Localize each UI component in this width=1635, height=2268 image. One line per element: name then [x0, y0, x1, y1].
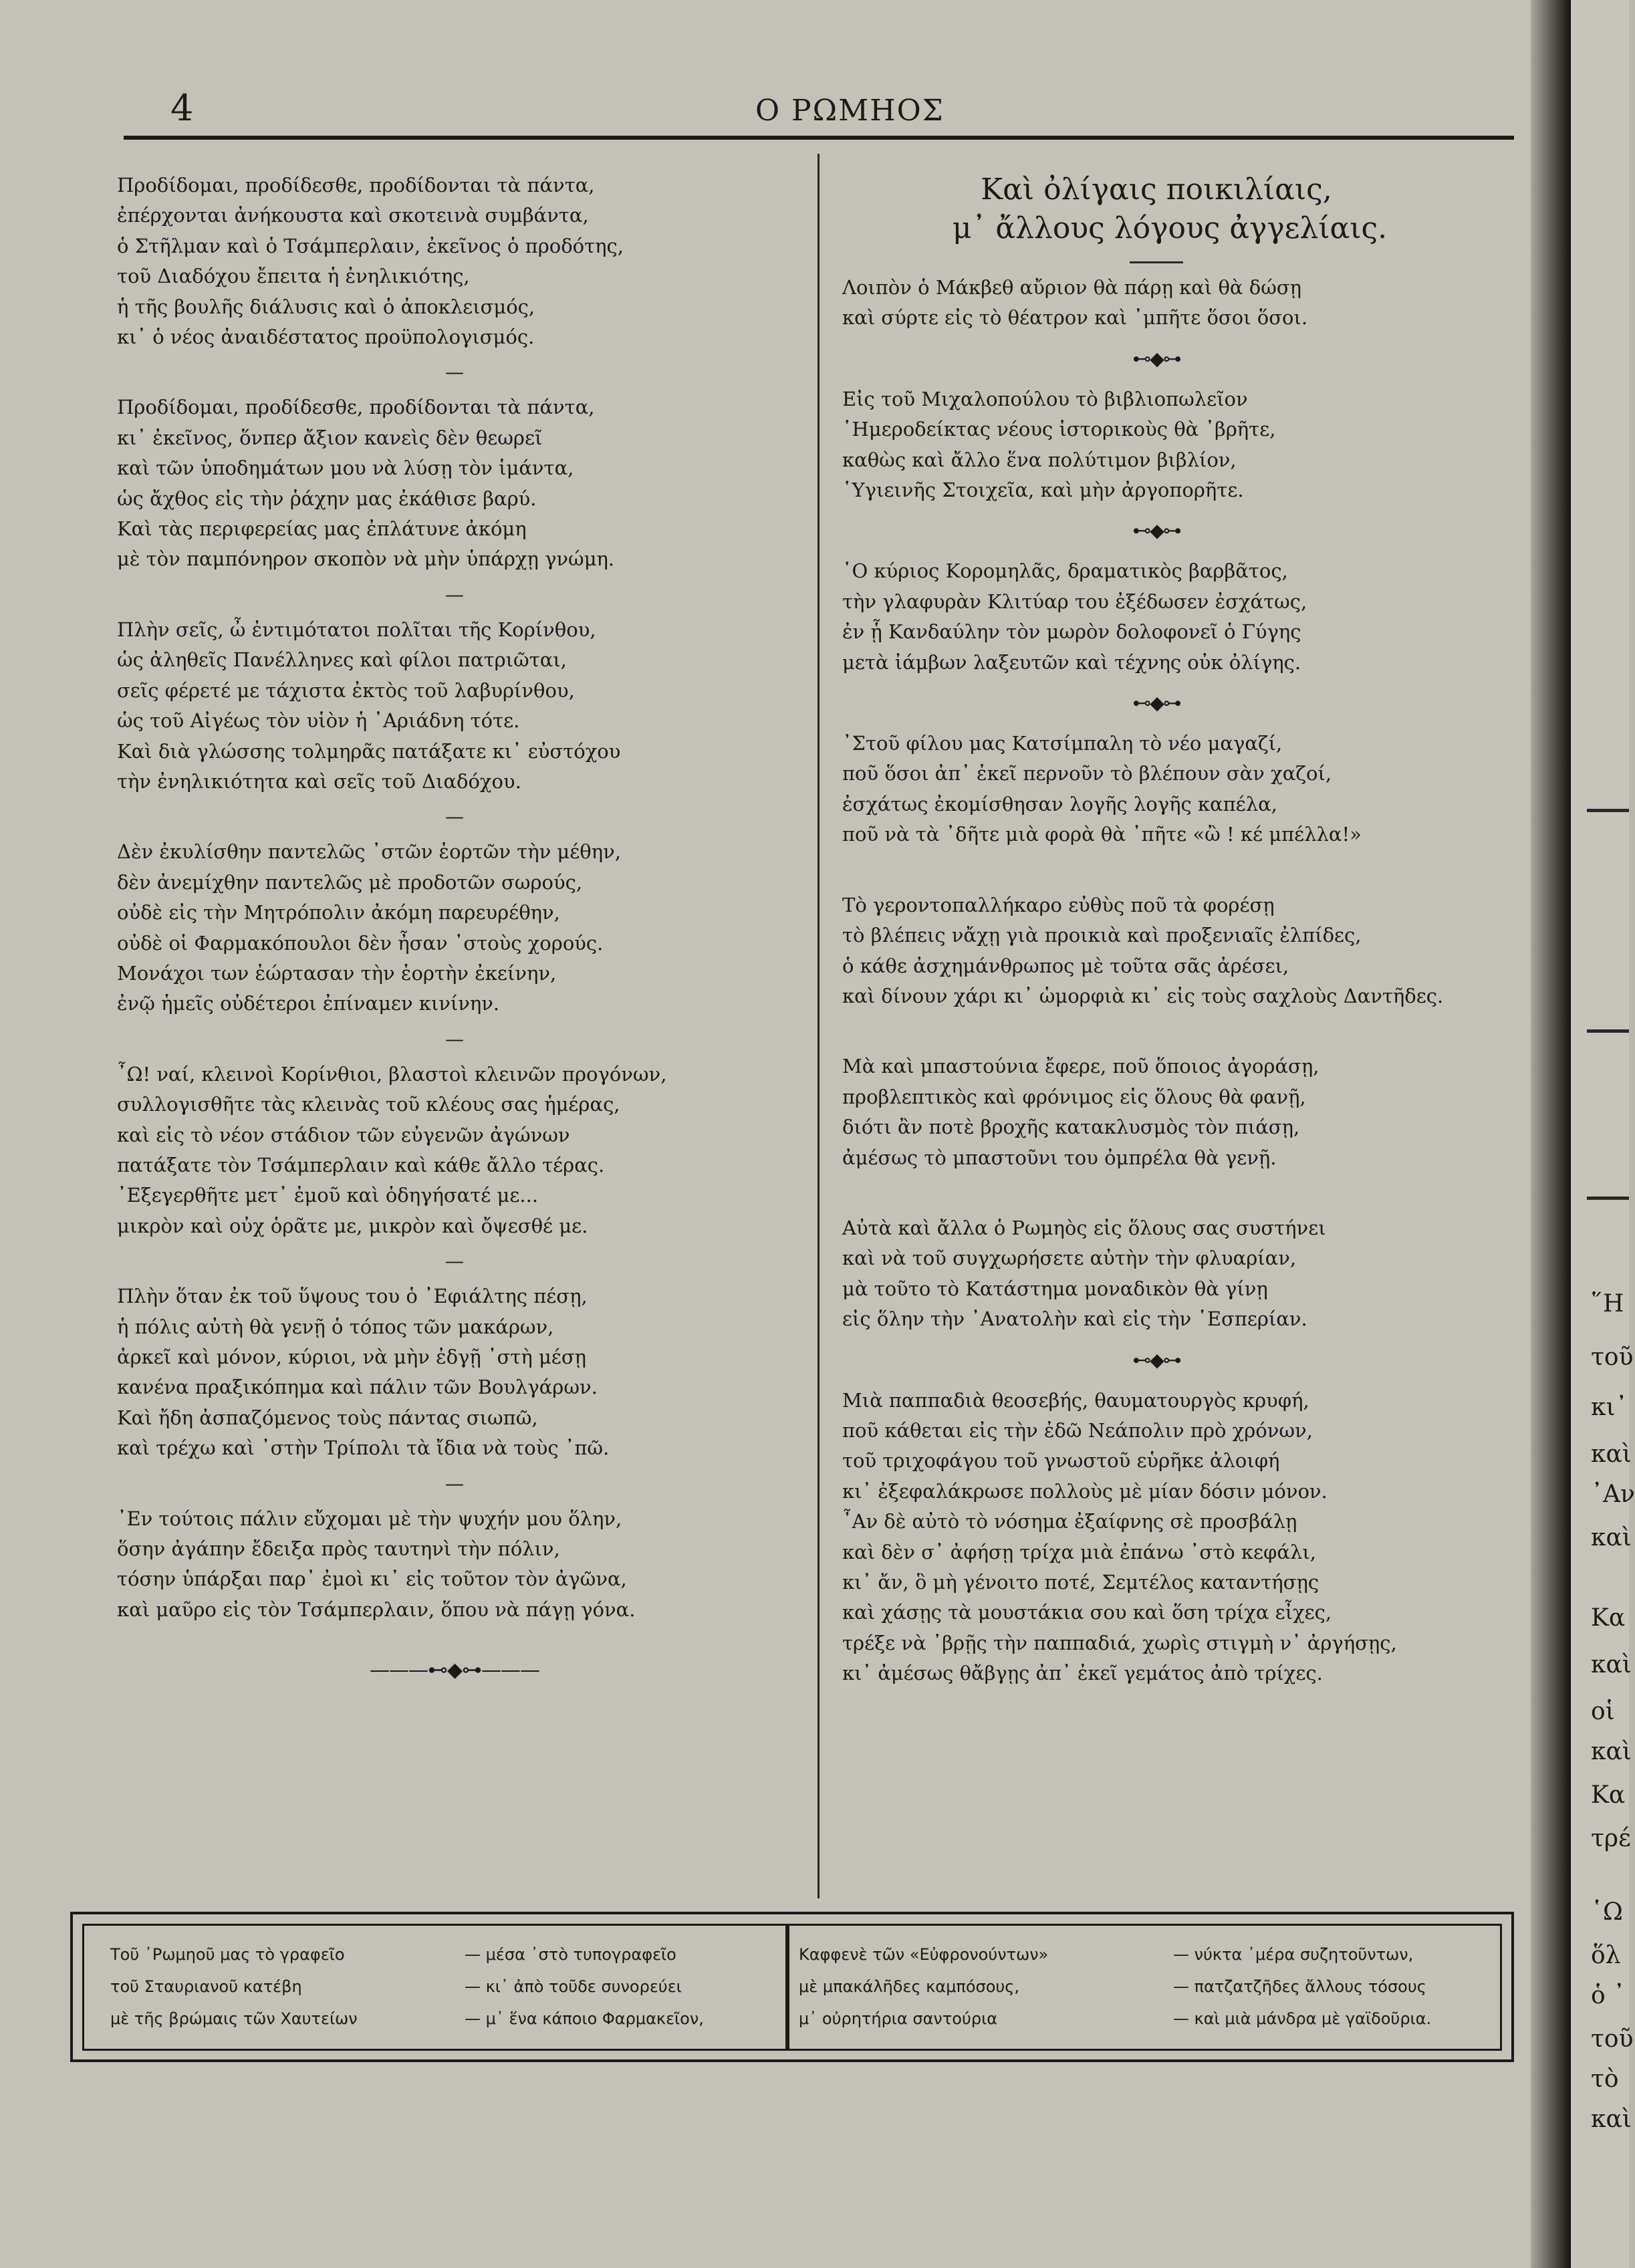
advert-item [809, 273, 1504, 334]
verse-line: δὲν ἀνεμίχθην παντελῶς μὲ προδοτῶν σωρούς, [117, 870, 583, 894]
advert-line: ῏Αν δὲ αὐτὸ τὸ νόσημα ἐξαίφνης σὲ προσβάλῃ [842, 1510, 1297, 1533]
stanza-separator: — [445, 361, 464, 384]
footer-line [110, 1971, 779, 2003]
advert-line: ποῦ κάθεται εἰς τὴν ἐδῶ Νεάπολιν πρὸ χρόνων, [842, 1418, 1313, 1442]
poem-stanza [117, 837, 792, 1019]
verse-line: πατάξατε τὸν Τσάμπερλαιν καὶ κάθε ἄλλο τέρας. [117, 1153, 605, 1176]
poem-stanza [117, 170, 792, 352]
heading-dash [1130, 261, 1183, 263]
advert-item [809, 556, 1504, 678]
advert-line: μὰ τοῦτο τὸ Κατάστημα μοναδικὸν θὰ γίνῃ [842, 1277, 1268, 1300]
advert-line: διότι ἂν ποτὲ βροχῆς κατακλυσμὸς τὸν πιάσῃ, [842, 1116, 1300, 1139]
masthead: Ο ΡΩΜΗΟΣ [755, 94, 945, 128]
ornament-divider: ⊷◆⊶ [1132, 347, 1180, 370]
verse-line: Προδίδομαι, προδίδεσθε, προδίδονται τὰ πάντα, [117, 396, 595, 419]
footer-divider [785, 1924, 789, 2051]
advert-item [809, 1213, 1504, 1335]
advert-line: καὶ νὰ τοῦ συγχωρήσετε αὐτὴν τὴν φλυαρίαν, [842, 1247, 1297, 1270]
advert-line: ᾽Στοῦ φίλου μας Κατσίμπαλη τὸ νέο μαγαζί, [842, 732, 1283, 755]
fragment-word: ὅλ [1591, 1942, 1621, 1969]
stanza-separator: — [445, 583, 464, 606]
fragment-word: ᾽Αν [1591, 1481, 1635, 1508]
advert-item [809, 1386, 1504, 1689]
section-heading: μ᾽ ἄλλους λόγους ἀγγελίαις. [952, 211, 1388, 245]
fragment-word: καὶ [1591, 1524, 1632, 1551]
ornament-divider: ⊷◆⊶ [1132, 1348, 1180, 1371]
footer-line-end: — νύκτα ᾽μέρα συζητοῦντων, [1173, 1945, 1414, 1964]
advert-line: ῾Ο κύριος Κορομηλᾶς, δραματικὸς βαρβᾶτος, [842, 559, 1288, 583]
advert-line: Μὰ καὶ μπαστούνια ἔφερε, ποῦ ὅποιος ἀγοράσῃ, [842, 1055, 1319, 1078]
advert-line: καὶ σύρτε εἰς τὸ θέατρον καὶ ᾽μπῆτε ὅσοι ὅσοι. [842, 306, 1308, 330]
advert-line: ὁ κάθε ἀσχημάνθρωπος μὲ τοῦτα σᾶς ἀρέσει, [842, 954, 1289, 977]
footer-line [799, 1938, 1501, 1971]
poem-stanza [117, 1281, 792, 1463]
verse-line: ἀρκεῖ καὶ μόνον, κύριοι, νὰ μὴν ἐδγῇ ᾽στὴ μέσῃ [117, 1346, 586, 1368]
verse-line: ὡς ἄχθος εἰς τὴν ῥάχην μας ἐκάθισε βαρύ. [117, 487, 537, 510]
poem-stanza [117, 1504, 792, 1626]
verse-line: κι᾽ ἐκεῖνος, ὅνπερ ἄξιον κανεὶς δὲν θεωρεῖ [117, 426, 543, 449]
verse-line: Καὶ ἤδη ἀσπαζόμενος τοὺς πάντας σιωπῶ, [117, 1406, 538, 1429]
verse-line: ᾽Εξεγερθῆτε μετ᾽ ἐμοῦ καὶ ὁδηγήσατέ με... [117, 1184, 539, 1207]
footer-line-end: — κι᾽ ἀπὸ τοῦδε συνορεύει [465, 1977, 682, 1996]
fragment-word: τρέ [1591, 1825, 1631, 1852]
poem-stanza [117, 615, 792, 797]
verse-line: Δὲν ἐκυλίσθην παντελῶς ᾽στῶν ἑορτῶν τὴν μέθην, [117, 840, 621, 864]
stanza-spacer [809, 1011, 1504, 1051]
stanza-separator: — [445, 1250, 464, 1273]
fragment-word: καὶ [1591, 1651, 1632, 1678]
footer-line-end: — μ᾽ ἕνα κάποιο Φαρμακεῖον, [465, 2009, 704, 2028]
verse-line: ὅσην ἀγάπην ἔδειξα πρὸς ταυτηνὶ τὴν πόλιν, [117, 1537, 560, 1561]
advert-line: Μιὰ παππαδιὰ θεοσεβής, θαυματουργὸς κρυφή, [842, 1388, 1309, 1412]
advert-line: τοῦ τριχοφάγου τοῦ γνωστοῦ εὑρῆκε ἀλοιφή [842, 1449, 1280, 1473]
advert-item [809, 384, 1504, 506]
fragment-word: ὁ ᾽ [1591, 1982, 1626, 2009]
verse-line: ὡς ἀληθεῖς Πανέλληνες καὶ φίλοι πατριῶται, [117, 648, 567, 672]
verse-line: ᾽Εν τούτοις πάλιν εὔχομαι μὲ τὴν ψυχήν μου ὅλην, [117, 1507, 622, 1530]
verse-line: μικρὸν καὶ οὐχ ὁρᾶτε με, μικρὸν καὶ ὄψεσθέ με. [117, 1214, 588, 1237]
fragment-word: τοῦ [1591, 2025, 1634, 2053]
advert-line: Αὐτὰ καὶ ἄλλα ὁ Ρωμηὸς εἰς ὅλους σας συστήνει [842, 1216, 1326, 1239]
advert-line: κι᾽ ἄν, ὃ μὴ γένοιτο ποτέ, Σεμτέλος καταντήσῃς [842, 1571, 1319, 1594]
advert-line: Εἰς τοῦ Μιχαλοπούλου τὸ βιβλιοπωλεῖον [842, 387, 1248, 410]
advert-item [809, 1051, 1504, 1173]
footer-line [110, 2003, 779, 2035]
binding-gutter [1531, 0, 1571, 2268]
footer-left-advert [110, 1938, 779, 2035]
fragment-word: Κα [1591, 1781, 1626, 1809]
fragment-word: οἱ [1591, 1698, 1615, 1725]
fragment-word: ῾Ω [1591, 1898, 1623, 1926]
end-ornament: ———⊷◆⊶——— [369, 1658, 540, 1682]
advert-line: ῾Υγιεινῆς Στοιχεῖα, καὶ μὴν ἀργοπορῆτε. [842, 479, 1244, 502]
verse-line: κανένα πραξικόπημα καὶ πάλιν τῶν Βουλγάρων. [117, 1376, 598, 1399]
advert-line: καὶ δίνουν χάρι κι᾽ ὡμορφιὰ κι᾽ εἰς τοὺς σαχλοὺς Δαντῆδες. [842, 984, 1444, 1007]
verse-line: τοῦ Διαδόχου ἔπειτα ἡ ἐνηλικιότης, [117, 265, 470, 288]
fragment-rule [1587, 809, 1629, 812]
advert-line: ἐσχάτως ἐκομίσθησαν λογῆς λογῆς καπέλα, [842, 792, 1277, 815]
verse-line: Πλὴν σεῖς, ὦ ἐντιμότατοι πολῖται τῆς Κορίνθου, [117, 618, 596, 641]
stanza-separator: — [445, 1472, 464, 1495]
adjacent-page-fragment [1571, 0, 1635, 2268]
footer-line [110, 1938, 779, 1971]
footer-line-end: — μέσα ᾽στὸ τυπογραφεῖο [465, 1945, 676, 1964]
footer-line-start: Τοῦ ᾽Ρωμηοῦ μας τὸ γραφεῖο [110, 1945, 345, 1964]
verse-line: Μονάχοι των ἑώρτασαν τὴν ἑορτὴν ἐκείνην, [117, 961, 557, 985]
advert-line: ποῦ νὰ τὰ ᾽δῆτε μιὰ φορὰ θὰ ᾽πῆτε «ὢ ! κέ μπέλλα!» [842, 823, 1362, 846]
fragment-rule [1587, 1029, 1629, 1033]
fragment-word: καὶ [1591, 1738, 1632, 1765]
poem-stanza [117, 392, 792, 574]
fragment-word: καὶ [1591, 1440, 1632, 1468]
verse-line: μὲ τὸν παμπόνηρον σκοπὸν νὰ μὴν ὑπάρχῃ γνώμη. [117, 547, 615, 571]
footer-line-start: μὲ τῆς βρώμαις τῶν Χαυτείων [110, 2009, 358, 2028]
footer-line-start: Καφφενὲ τῶν «Εὐφρονούντων» [799, 1945, 1049, 1964]
section-heading: Καὶ ὀλίγαις ποικιλίαις, [981, 172, 1332, 207]
fragment-word: ῞Η [1591, 1290, 1624, 1317]
ornament-divider: ⊷◆⊶ [1132, 692, 1180, 715]
verse-line: καὶ εἰς τὸ νέον στάδιον τῶν εὐγενῶν ἀγώνων [117, 1123, 570, 1146]
stanza-spacer [809, 1173, 1504, 1213]
fragment-word: τοῦ [1591, 1344, 1634, 1371]
stanza-separator: — [445, 805, 464, 828]
left-column [117, 170, 792, 1682]
verse-line: ἡ πόλις αὐτὴ θὰ γενῇ ὁ τόπος τῶν μακάρων, [117, 1315, 554, 1338]
advert-line: εἰς ὅλην τὴν ᾽Ανατολὴν καὶ εἰς τὴν ῾Εσπερίαν. [842, 1307, 1307, 1331]
verse-line: ἐπέρχονται ἀνήκουστα καὶ σκοτεινὰ συμβάντα, [117, 204, 589, 227]
verse-line: καὶ τρέχω καὶ ᾽στὴν Τρίπολι τὰ ἴδια νὰ τοὺς ᾽πῶ. [117, 1436, 610, 1460]
advert-line: τρέξε νὰ ᾽βρῇς τὴν παππαδιά, χωρὶς στιγμὴ ν᾽ ἀργήσῃς, [842, 1631, 1397, 1654]
advert-line: κι᾽ ἐξεφαλάκρωσε πολλοὺς μὲ μίαν δόσιν μόνον. [842, 1479, 1328, 1503]
verse-line: τὴν ἐνηλικιότητα καὶ σεῖς τοῦ Διαδόχου. [117, 769, 521, 793]
advert-item [809, 890, 1504, 1012]
verse-line: καὶ μαῦρο εἰς τὸν Τσάμπερλαιν, ὅπου νὰ πάγῃ γόνα. [117, 1598, 636, 1621]
footer-right-advert [799, 1938, 1501, 2035]
footer-line-start: τοῦ Σταυριανοῦ κατέβη [110, 1977, 302, 1996]
verse-line: καὶ τῶν ὑποδημάτων μου νὰ λύσῃ τὸν ἱμάντα, [117, 457, 574, 480]
stanza-spacer [809, 850, 1504, 890]
verse-line: ἐνῷ ἡμεῖς οὐδέτεροι ἐπίναμεν κινίνην. [117, 992, 500, 1015]
page-number: 4 [170, 87, 194, 129]
advert-line: καθὼς καὶ ἄλλο ἕνα πολύτιμον βιβλίον, [842, 448, 1237, 471]
fragment-word: Κα [1591, 1604, 1626, 1632]
advert-line: καὶ δὲν σ᾽ ἀφήσῃ τρίχα μιὰ ἐπάνω ᾽στὸ κεφάλι, [842, 1540, 1316, 1563]
footer-line-start: μ᾽ οὐρητήρια σαντούρια [799, 2009, 998, 2028]
fragment-word: καὶ [1591, 2106, 1632, 2133]
stanza-separator: — [445, 1027, 464, 1050]
fragment-word: τὸ [1591, 2065, 1619, 2093]
advert-line: προβλεπτικὸς καὶ φρόνιμος εἰς ὅλους θὰ φανῇ, [842, 1085, 1306, 1108]
verse-line: κι᾽ ὁ νέος ἀναιδέστατος προϋπολογισμός. [117, 326, 535, 349]
verse-line: σεῖς φέρετέ με τάχιστα ἐκτὸς τοῦ λαβυρίνθου, [117, 678, 575, 702]
verse-line: ῏Ω! ναί, κλεινοὶ Κορίνθιοι, βλαστοὶ κλεινῶν προγόνων, [117, 1062, 667, 1086]
advert-line: Λοιπὸν ὁ Μάκβεθ αὔριον θὰ πάρῃ καὶ θὰ δώσῃ [842, 276, 1302, 299]
fragment-word: κι᾽ [1591, 1394, 1628, 1421]
advert-line: ἀμέσως τὸ μπαστοῦνι του ὀμπρέλα θὰ γενῇ. [842, 1146, 1277, 1169]
verse-line: Καὶ διὰ γλώσσης τολμηρᾶς πατάξατε κι᾽ εὐστόχου [117, 739, 621, 763]
verse-line: ὡς τοῦ Αἰγέως τὸν υἱὸν ἡ ᾿Αριάδνη τότε. [117, 709, 520, 733]
advert-line: ποῦ ὅσοι ἀπ᾽ ἐκεῖ περνοῦν τὸ βλέπουν σὰν χαζοί, [842, 762, 1332, 785]
footer-line [799, 1971, 1501, 2003]
verse-line: συλλογισθῆτε τὰς κλεινὰς τοῦ κλέους σας ἡμέρας, [117, 1093, 620, 1116]
verse-line: τόσην ὑπάρξαι παρ᾽ ἐμοὶ κι᾽ εἰς τοῦτον τὸν ἀγῶνα, [117, 1567, 627, 1591]
advert-line: Τὸ γεροντοπαλλήκαρο εὐθὺς ποῦ τὰ φορέσῃ [842, 893, 1275, 916]
footer-line-end: — πατζατζῆδες ἄλλους τόσους [1173, 1977, 1426, 1996]
header-rule [124, 136, 1514, 140]
advert-line: ἐν ᾗ Κανδαύλην τὸν μωρὸν δολοφονεῖ ὁ Γύγης [842, 620, 1301, 644]
verse-line: Πλὴν ὅταν ἐκ τοῦ ὕψους του ὁ ᾽Εφιάλτης πέσῃ, [117, 1285, 588, 1308]
verse-line: Καὶ τὰς περιφερείας μας ἐπλάτυνε ἀκόμη [117, 517, 527, 541]
footer-line-end: — καὶ μιὰ μάνδρα μὲ γαϊδοῦρια. [1173, 2009, 1432, 2028]
advert-line: ῾Ημεροδείκτας νέους ἱστορικοὺς θὰ ᾽βρῆτε, [842, 418, 1276, 441]
advert-item [809, 729, 1504, 850]
footer-line [799, 2003, 1501, 2035]
advert-line: καὶ χάσῃς τὰ μουστάκια σου καὶ ὅση τρίχα εἶχες, [842, 1601, 1332, 1624]
advert-line: μετὰ ἰάμβων λαξευτῶν καὶ τέχνης οὐκ ὀλίγης. [842, 650, 1301, 674]
verse-line: οὐδὲ οἱ Φαρμακόπουλοι δὲν ἦσαν ᾽στοὺς χορούς. [117, 931, 604, 955]
fragment-rule [1587, 1196, 1629, 1200]
advert-line: τὴν γλαφυρὰν Κλιτύαρ του ἐξέδωσεν ἐσχάτως, [842, 590, 1307, 613]
verse-line: οὐδὲ εἰς τὴν Μητρόπολιν ἀκόμη παρευρέθην, [117, 901, 560, 924]
right-column [809, 170, 1504, 1689]
footer-advert-box [70, 1912, 1514, 2062]
footer-line-start: μὲ μπακάλῆδες καμπόσους, [799, 1977, 1020, 1996]
verse-line: ἡ τῆς βουλῆς διάλυσις καὶ ὁ ἀποκλεισμός, [117, 295, 535, 318]
advert-line: κι᾽ ἀμέσως θἄβγῃς ἀπ᾽ ἐκεῖ γεμάτος ἀπὸ τρίχες. [842, 1662, 1323, 1685]
poem-stanza [117, 1059, 792, 1241]
verse-line: ὁ Στῆλμαν καὶ ὁ Τσάμπερλαιν, ἐκεῖνος ὁ προδότης, [117, 234, 624, 257]
verse-line: Προδίδομαι, προδίδεσθε, προδίδονται τὰ πάντα, [117, 174, 595, 197]
advert-line: τὸ βλέπεις νἄχῃ γιὰ προικιὰ καὶ προξενιαῖς ἐλπίδες, [842, 924, 1362, 947]
ornament-divider: ⊷◆⊶ [1132, 519, 1180, 542]
